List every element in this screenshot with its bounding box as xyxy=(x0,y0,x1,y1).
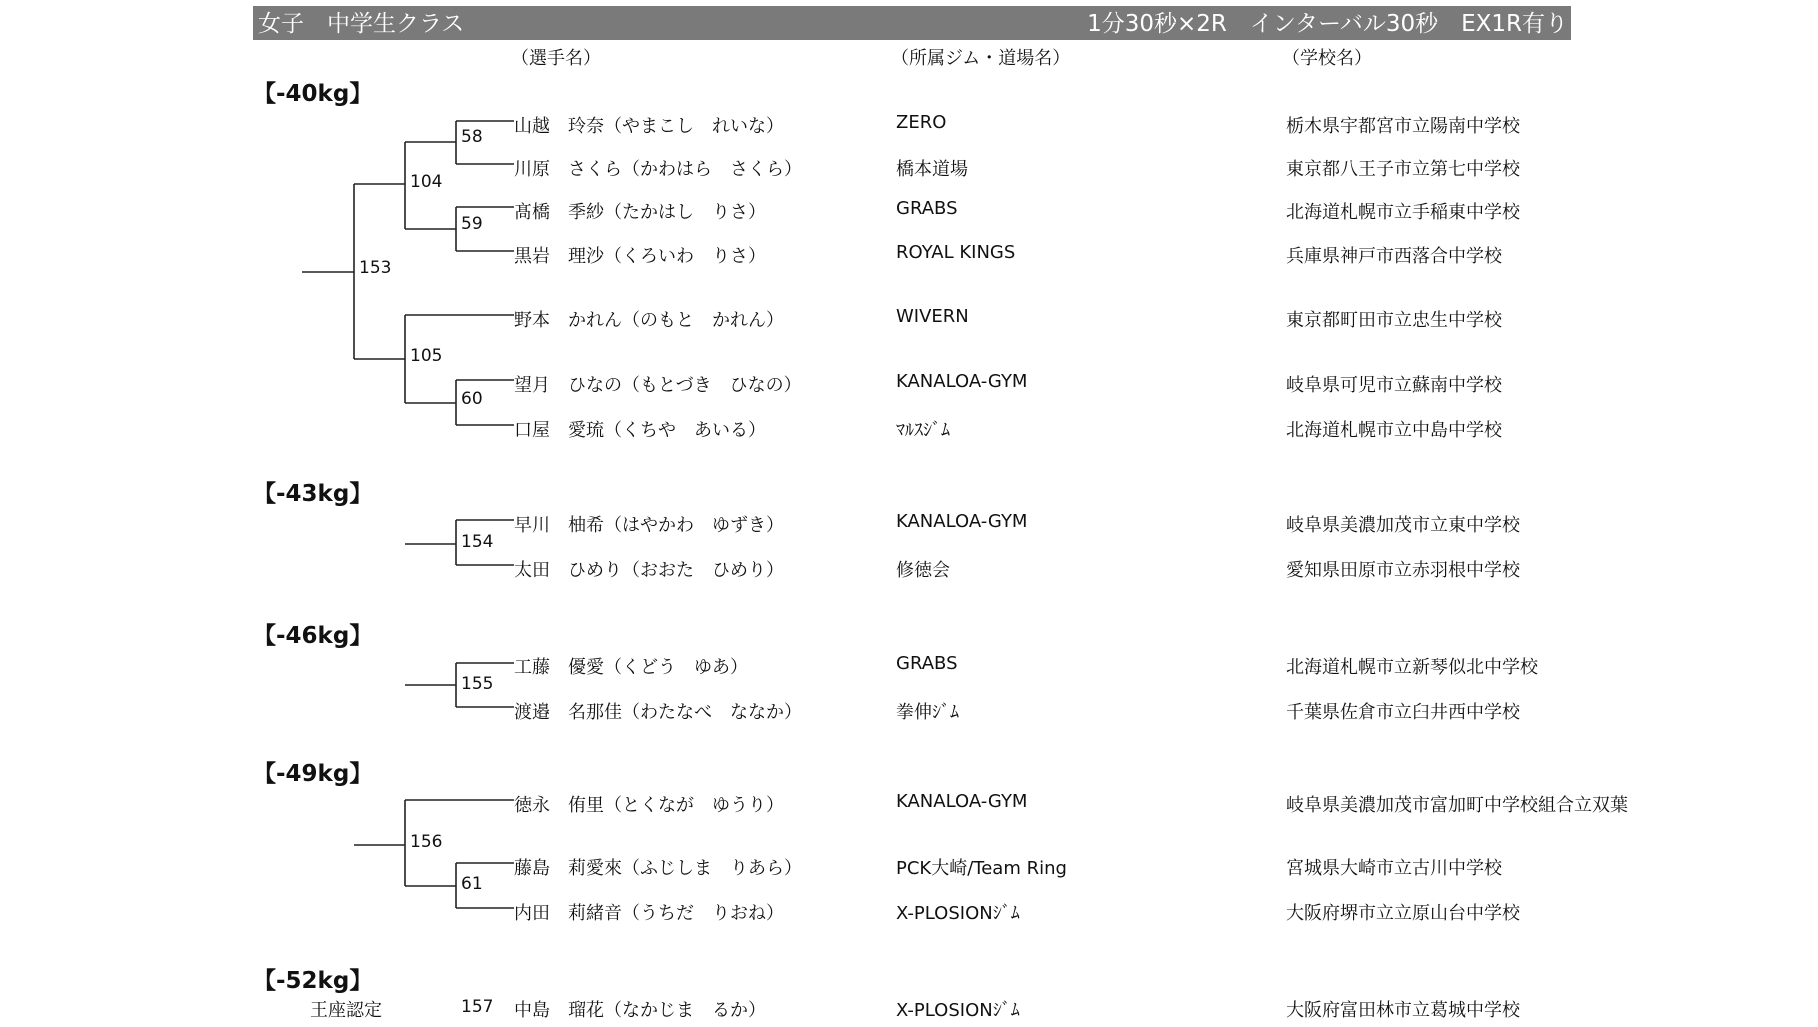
bout-number: 61 xyxy=(461,874,483,894)
fighter-name: 野本 かれん（のもと かれん） xyxy=(514,310,784,331)
bout-number: 155 xyxy=(461,674,494,694)
fighter-gym: WIVERN xyxy=(896,306,969,327)
fighter-name: 内田 莉緒音（うちだ りおね） xyxy=(514,903,784,924)
fighter-school: 千葉県佐倉市立臼井西中学校 xyxy=(1286,702,1520,723)
category-heading: 【-49kg】 xyxy=(253,761,373,787)
fighter-gym: ZERO xyxy=(896,112,947,133)
fighter-school: 岐阜県可児市立蘇南中学校 xyxy=(1286,375,1502,396)
fighter-gym: ROYAL KINGS xyxy=(896,242,1016,263)
category-heading: 【-52kg】 xyxy=(253,968,373,994)
fighter-name: 藤島 莉愛來（ふじしま りあら） xyxy=(514,858,802,879)
fighter-gym: GRABS xyxy=(896,198,958,219)
fighter-school: 岐阜県美濃加茂市立東中学校 xyxy=(1286,515,1520,536)
fighter-school: 大阪府富田林市立葛城中学校 xyxy=(1286,1000,1520,1021)
bout-number: 59 xyxy=(461,214,483,234)
fighter-gym: PCK大崎/Team Ring xyxy=(896,858,1067,879)
fighter-school: 宮城県大崎市立古川中学校 xyxy=(1286,858,1502,879)
fighter-gym: X-PLOSIONｼﾞﾑ xyxy=(896,903,1020,924)
category-heading: 【-40kg】 xyxy=(253,81,373,107)
bout-number: 104 xyxy=(410,172,443,192)
fighter-school: 北海道札幌市立手稲東中学校 xyxy=(1286,202,1520,223)
fighter-name: 川原 さくら（かわはら さくら） xyxy=(514,159,802,180)
fighter-gym: GRABS xyxy=(896,653,958,674)
fighter-name: 口屋 愛琉（くちや あいる） xyxy=(514,420,766,441)
column-heading-gym: （所属ジム・道場名） xyxy=(891,48,1071,69)
header-title: 女子 中学生クラス xyxy=(258,11,465,37)
column-heading-name: （選手名） xyxy=(511,48,601,69)
fighter-gym: X-PLOSIONｼﾞﾑ xyxy=(896,1000,1020,1021)
fighter-school: 東京都町田市立忠生中学校 xyxy=(1286,310,1502,331)
bout-number: 58 xyxy=(461,127,483,147)
fighter-school: 栃木県宇都宮市立陽南中学校 xyxy=(1286,116,1520,137)
fighter-gym: KANALOA-GYM xyxy=(896,791,1028,812)
bout-number: 60 xyxy=(461,389,483,409)
fighter-gym: KANALOA-GYM xyxy=(896,371,1028,392)
fighter-gym: 橋本道場 xyxy=(896,159,968,180)
fighter-name: 工藤 優愛（くどう ゆあ） xyxy=(514,657,748,678)
fighter-gym: ﾏﾙｽｼﾞﾑ xyxy=(896,420,950,441)
fighter-name: 髙橋 季紗（たかはし りさ） xyxy=(514,202,766,223)
fighter-name: 中島 瑠花（なかじま るか） xyxy=(514,1000,766,1021)
fighter-name: 早川 柚希（はやかわ ゆずき） xyxy=(514,515,784,536)
bout-number: 154 xyxy=(461,532,494,552)
header-rules: 1分30秒×2R インターバル30秒 EX1R有り xyxy=(1087,11,1568,37)
bout-number: 105 xyxy=(410,346,443,366)
fighter-school: 東京都八王子市立第七中学校 xyxy=(1286,159,1520,180)
bout-number: 157 xyxy=(461,997,494,1017)
fighter-school: 兵庫県神戸市西落合中学校 xyxy=(1286,246,1502,267)
category-heading: 【-43kg】 xyxy=(253,481,373,507)
fighter-school: 北海道札幌市立新琴似北中学校 xyxy=(1286,657,1538,678)
fighter-school: 愛知県田原市立赤羽根中学校 xyxy=(1286,560,1520,581)
fighter-gym: 拳伸ｼﾞﾑ xyxy=(896,702,959,723)
fighter-school: 大阪府堺市立立原山台中学校 xyxy=(1286,903,1520,924)
fighter-name: 徳永 侑里（とくなが ゆうり） xyxy=(514,795,784,816)
fighter-name: 渡邉 名那佳（わたなべ ななか） xyxy=(514,702,802,723)
title-match-label: 王座認定 xyxy=(310,1000,382,1021)
fighter-school: 岐阜県美濃加茂市富加町中学校組合立双葉 xyxy=(1286,795,1628,816)
fighter-gym: 修徳会 xyxy=(896,560,950,581)
fighter-school: 北海道札幌市立中島中学校 xyxy=(1286,420,1502,441)
bout-number: 156 xyxy=(410,832,443,852)
fighter-gym: KANALOA-GYM xyxy=(896,511,1028,532)
fighter-name: 山越 玲奈（やまこし れいな） xyxy=(514,116,784,137)
fighter-name: 望月 ひなの（もとづき ひなの） xyxy=(514,375,802,396)
fighter-name: 黒岩 理沙（くろいわ りさ） xyxy=(514,246,766,267)
bout-number: 153 xyxy=(359,258,392,278)
column-heading-school: （学校名） xyxy=(1282,48,1372,69)
category-heading: 【-46kg】 xyxy=(253,623,373,649)
fighter-name: 太田 ひめり（おおた ひめり） xyxy=(514,560,784,581)
